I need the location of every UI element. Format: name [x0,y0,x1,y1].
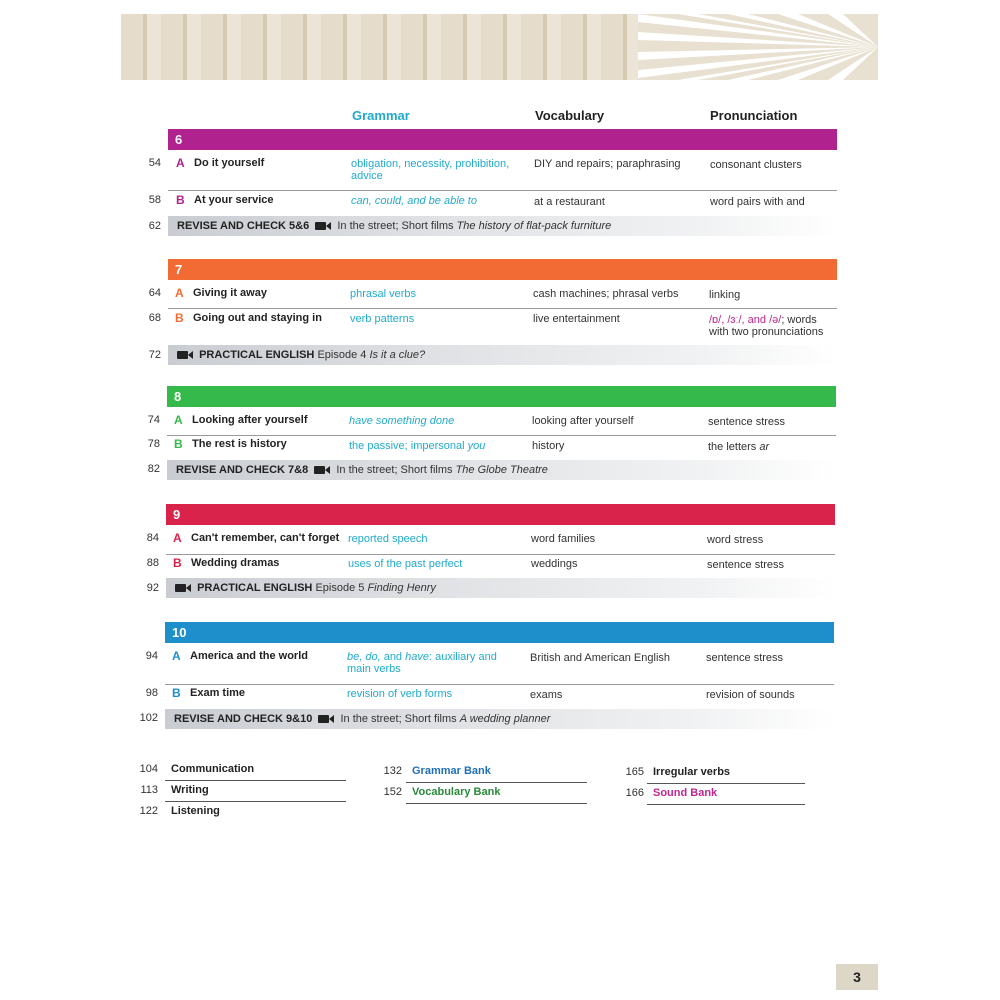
sunburst-graphic [638,14,878,80]
lesson-letter: A [176,156,185,170]
footer-link-irregular-verbs: Irregular verbs [653,766,731,778]
review-text: Episode 4 [317,349,367,361]
decorative-banner [121,14,878,80]
revise-and-check-row [165,709,834,729]
page-number: 166 [625,787,644,799]
row-divider [647,804,805,805]
page-number: 104 [139,763,158,775]
row-divider [406,803,587,804]
lesson-letter: A [172,649,181,663]
row-divider [168,190,837,191]
review-label: PRACTICAL ENGLISH [199,349,315,361]
lesson-pronunciation: word pairs with and [710,196,805,208]
lesson-grammar: reported speech [348,533,428,545]
footer-link-writing: Writing [171,784,209,796]
lesson-pronunciation: sentence stress [708,416,786,428]
pronunciation-text: the letters [708,441,760,453]
lesson-letter: A [174,413,183,427]
practical-english-row [166,578,835,598]
lesson-pronunciation: sentence stress [707,559,785,571]
page-number: 54 [148,157,161,169]
practical-english-row [168,345,837,365]
footer-link-listening: Listening [171,805,220,817]
grammar-text: : auxiliary and main verbs [347,651,497,675]
lesson-vocabulary: exams [530,689,563,701]
page-number: 92 [146,582,159,594]
page-number: 152 [383,786,402,798]
page-number-badge: 3 [836,964,878,990]
page-number: 102 [139,712,158,724]
row-divider [167,435,836,436]
row-divider [647,783,805,784]
lesson-title: The rest is history [192,438,287,450]
row-divider [165,801,346,802]
lesson-grammar: can, could, and be able to [351,195,477,207]
page-number: 132 [383,765,402,777]
review-text: In the street; Short films [340,713,457,725]
lesson-title: Can't remember, can't forget [191,532,340,544]
lesson-grammar [347,651,517,675]
page-number: 82 [147,463,160,475]
vocabulary-column-header: Vocabulary [535,108,605,123]
unit-8-header: 8 [167,386,836,407]
lesson-vocabulary: cash machines; phrasal verbs [533,288,679,300]
grammar-column-header: Grammar [352,108,410,123]
phonetic-symbols: /ɒ/, /ɜː/, and /ə/ [709,314,782,326]
lesson-grammar: revision of verb forms [347,688,453,700]
lesson-vocabulary: at a restaurant [534,196,605,208]
video-camera-icon [175,584,186,592]
grammar-italic: be, do, [347,651,381,663]
lesson-letter: A [175,286,184,300]
unit-6-header: 6 [168,129,837,150]
pronunciation-italic: ar [759,441,770,453]
row-divider [168,308,837,309]
unit-10-header: 10 [165,622,834,643]
video-camera-icon [318,715,329,723]
video-camera-icon [314,466,325,474]
review-label: REVISE AND CHECK 7&8 [176,464,309,476]
page-number: 64 [148,287,161,299]
lesson-pronunciation: linking [709,289,741,301]
lesson-grammar: obligation, necessity, prohibition, advice [351,158,510,182]
page-number: 58 [148,194,161,206]
lesson-grammar: uses of the past perfect [348,558,463,570]
lesson-pronunciation: revision of sounds [706,689,795,701]
lesson-pronunciation [709,314,839,338]
page-number: 68 [148,312,161,324]
unit-9-header: 9 [166,504,835,525]
footer-link-communication: Communication [171,763,255,775]
review-title: Finding Henry [367,582,436,594]
review-label: REVISE AND CHECK 9&10 [174,713,313,725]
review-text: Episode 5 [315,582,365,594]
lesson-title: Do it yourself [194,157,265,169]
page-number: 88 [146,557,159,569]
grammar-text: the passive; impersonal [349,440,468,452]
lesson-letter: B [174,437,183,451]
row-divider [165,684,834,685]
lesson-grammar: have something done [349,415,455,427]
lesson-letter: A [173,531,182,545]
row-divider [406,782,587,783]
lesson-vocabulary: looking after yourself [532,415,634,427]
lesson-title: America and the world [190,650,308,662]
page-number: 62 [148,220,161,232]
revise-and-check-row [167,460,836,480]
page-number: 72 [148,349,161,361]
lesson-title: Exam time [190,687,246,699]
footer-link-grammar-bank: Grammar Bank [412,765,491,777]
row-divider [165,780,346,781]
lesson-title: Wedding dramas [191,557,280,569]
lesson-title: Giving it away [193,287,267,299]
page-number: 94 [145,650,158,662]
review-label: PRACTICAL ENGLISH [197,582,313,594]
footer-link-vocabulary-bank: Vocabulary Bank [412,786,501,798]
review-title: The Globe Theatre [455,464,548,476]
review-title: A wedding planner [459,713,551,725]
lesson-grammar: verb patterns [350,313,415,325]
grammar-italic: you [467,440,486,452]
page-number: 84 [146,532,159,544]
review-text: In the street; Short films [337,220,454,232]
lesson-letter: B [173,556,182,570]
lesson-title: At your service [194,194,274,206]
lesson-grammar: phrasal verbs [350,288,417,300]
page-number: 113 [140,784,158,796]
lesson-vocabulary: weddings [531,558,578,570]
lesson-pronunciation: consonant clusters [710,159,802,171]
lesson-letter: B [175,311,184,325]
lesson-title: Going out and staying in [193,312,322,324]
row-divider [166,554,835,555]
lesson-vocabulary: word families [531,533,596,545]
page-number: 165 [625,766,644,778]
lesson-pronunciation: sentence stress [706,652,784,664]
review-text: In the street; Short films [336,464,453,476]
unit-7-header: 7 [168,259,837,280]
video-camera-icon [177,351,188,359]
lesson-vocabulary: live entertainment [533,313,620,325]
lesson-letter: B [176,193,185,207]
lesson-vocabulary: British and American English [530,652,671,664]
review-title: Is it a clue? [369,349,426,361]
lesson-vocabulary: DIY and repairs; paraphrasing [534,158,681,170]
pronunciation-text: ; words with two pronunciations [709,314,824,338]
lesson-title: Looking after yourself [192,414,308,426]
review-title: The history of flat-pack furniture [456,220,612,232]
pronunciation-column-header: Pronunciation [710,108,798,123]
lesson-letter: B [172,686,181,700]
page-number: 74 [147,414,160,426]
review-label: REVISE AND CHECK 5&6 [177,220,310,232]
grammar-text: and [380,651,406,663]
grammar-italic: have [405,651,429,663]
lesson-pronunciation: word stress [707,534,764,546]
lesson-vocabulary: history [532,440,565,452]
page-number: 78 [147,438,160,450]
page-number: 122 [139,805,158,817]
lesson-pronunciation [708,441,838,453]
video-camera-icon [315,222,326,230]
lesson-grammar [349,440,519,452]
revise-and-check-row [168,216,837,236]
footer-link-sound-bank: Sound Bank [653,787,718,799]
page-number: 98 [145,687,158,699]
